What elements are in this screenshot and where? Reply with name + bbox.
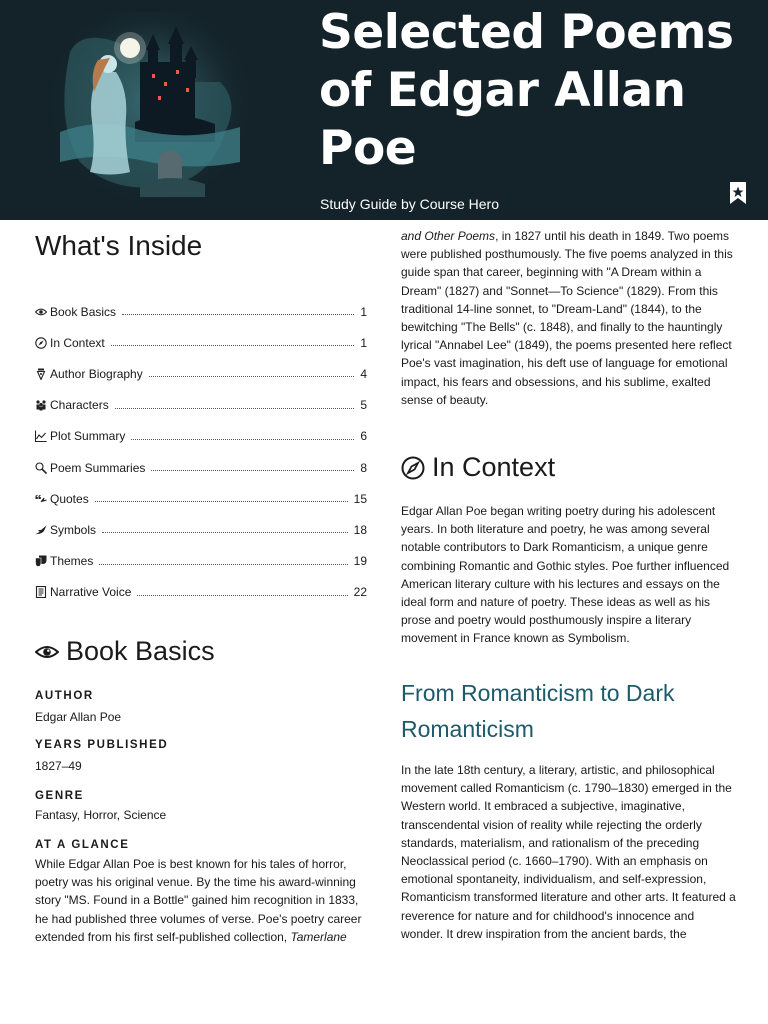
toc-item-label: Themes [50,554,94,569]
toc-item-page: 15 [353,491,367,506]
cover-header [0,0,768,220]
toc-leader [102,532,348,533]
toc-item-page: 5 [360,398,367,413]
toc-item-page: 1 [360,335,367,350]
toc-leader [151,470,354,471]
compass-icon [401,456,425,480]
toc-leader [95,501,348,502]
toc-item-book-basics[interactable] [35,296,367,327]
toc-item-label: Poem Summaries [50,460,146,475]
toc-leader [111,345,355,346]
bird-icon [35,524,47,536]
toc-item-page: 1 [360,304,367,319]
eye-icon [35,643,59,661]
document-subtitle: Study Guide by Course Hero [320,196,499,212]
toc-leader [115,408,355,409]
masks-icon [35,555,47,567]
toc-item-page: 18 [353,522,367,537]
toc-item-label: In Context [50,335,105,350]
at-a-glance-label: AT A GLANCE [35,839,130,851]
toc-item-label: Narrative Voice [50,585,132,600]
toc-item-poem-summaries[interactable] [35,452,367,483]
people-icon [35,399,47,411]
document-icon [35,586,47,598]
at-a-glance-continued [401,227,736,409]
toc-leader [99,564,347,565]
pen-nib-icon [35,368,47,380]
continued-italic-title: and Other Poems [401,229,496,243]
toc-item-label: Book Basics [50,304,117,319]
compass-icon [35,337,47,349]
document-title: Selected Poems of Edgar Allan Poe [319,5,734,176]
romanticism-subheading: From Romanticism to Dark Romanticism [401,680,675,742]
toc-item-label: Author Biography [50,366,143,381]
chart-icon [35,430,47,442]
toc-item-quotes[interactable] [35,483,367,514]
toc-item-page: 8 [360,460,367,475]
toc-leader [149,376,355,377]
author-label: AUTHOR [35,690,94,702]
toc-item-label: Quotes [50,491,89,506]
quote-icon [35,493,47,505]
glance-body: While Edgar Allan Poe is best known for his tales of horror, poetry was his original venue. By the time his award-winning story "MS. Found in a Bottle" gained him recognition in 1833, he had published three volumes of verse. Poe's poetry career extended from his first self-published collection, [35,857,362,944]
eye-icon [35,306,47,318]
glance-italic-title: Tamerlane [290,929,347,944]
book-basics-title: Book Basics [66,636,215,666]
toc-item-author-biography[interactable] [35,358,367,389]
romanticism-text: In the late 18th century, a literary, artistic, and philosophical movement called Romanticism (c. 1790–1830) emerged in the Western world. It embraced a subjective, imaginative, transcendental vision of reality while rejecting the orderly standards, materialism, and rationalism of the preceding Neoclassical period (c. 1660–1790). With an emphasis on emotional spontaneity, individualism, and self-expression, Romanticism transformed literature and other arts. It featured a reverence for nature and for childhood's innocence and wonder. It drew inspiration from the ancient bards, the [401,763,736,941]
toc-item-page: 22 [353,585,367,600]
toc-item-label: Characters [50,398,109,413]
toc-item-page: 19 [353,554,367,569]
toc-item-label: Plot Summary [50,429,126,444]
table-of-contents [35,296,367,608]
haunted-castle-ghost-illustration [40,12,250,212]
toc-item-symbols[interactable] [35,514,367,545]
in-context-heading [401,452,555,483]
toc-leader [137,595,347,596]
in-context-text: Edgar Allan Poe began writing poetry during his adolescent years. In both literature and poetry, he was among several notable contributors to Dark Romanticism, a unique genre combining Romantic and Gothic styles. Poe further influenced American literary culture with his lectures and essays on the ideal form and nature of poetry. These ideas as well as his prose and poetry would posthumously inspire a literary movement in France known as Symbolism. [401,504,730,646]
toc-item-narrative-voice[interactable] [35,577,367,608]
toc-item-page: 6 [360,429,367,444]
toc-item-in-context[interactable] [35,327,367,358]
toc-item-page: 4 [360,366,367,381]
toc-item-label: Symbols [50,522,97,537]
toc-item-characters[interactable] [35,390,367,421]
years-label: YEARS PUBLISHED [35,739,169,751]
toc-item-plot-summary[interactable] [35,421,367,452]
toc-leader [131,439,354,440]
genre-value: Fantasy, Horror, Science [35,808,167,822]
bookmark-star-icon[interactable] [728,182,748,204]
magnifier-icon [35,462,47,474]
toc-leader [122,314,354,315]
book-basics-heading [35,636,215,667]
in-context-title: In Context [432,452,556,482]
at-a-glance-text [35,855,370,946]
genre-label: GENRE [35,790,84,802]
years-value: 1827–49 [35,759,82,773]
toc-heading: What's Inside [35,230,203,261]
toc-item-themes[interactable] [35,546,367,577]
author-value: Edgar Allan Poe [35,710,122,724]
continued-body: , in 1827 until his death in 1849. Two poems were published posthumously. The five poems analyzed in this guide span that career, beginning with "A Dream within a Dream" (1827) and "Sonnet—To Science" (1829). From this traditional 14-line sonnet, to "Dream-Land" (1844), to the bewitching "The Bells" (c. 1848), and finally to the hauntingly lyrical "Annabel Lee" (1849), the poems presented here reflect Poe's vast imagination, his deft use of language for emotional impact, his fears and obsessions, and his sublime, exalted sense of beauty. [401,229,733,407]
